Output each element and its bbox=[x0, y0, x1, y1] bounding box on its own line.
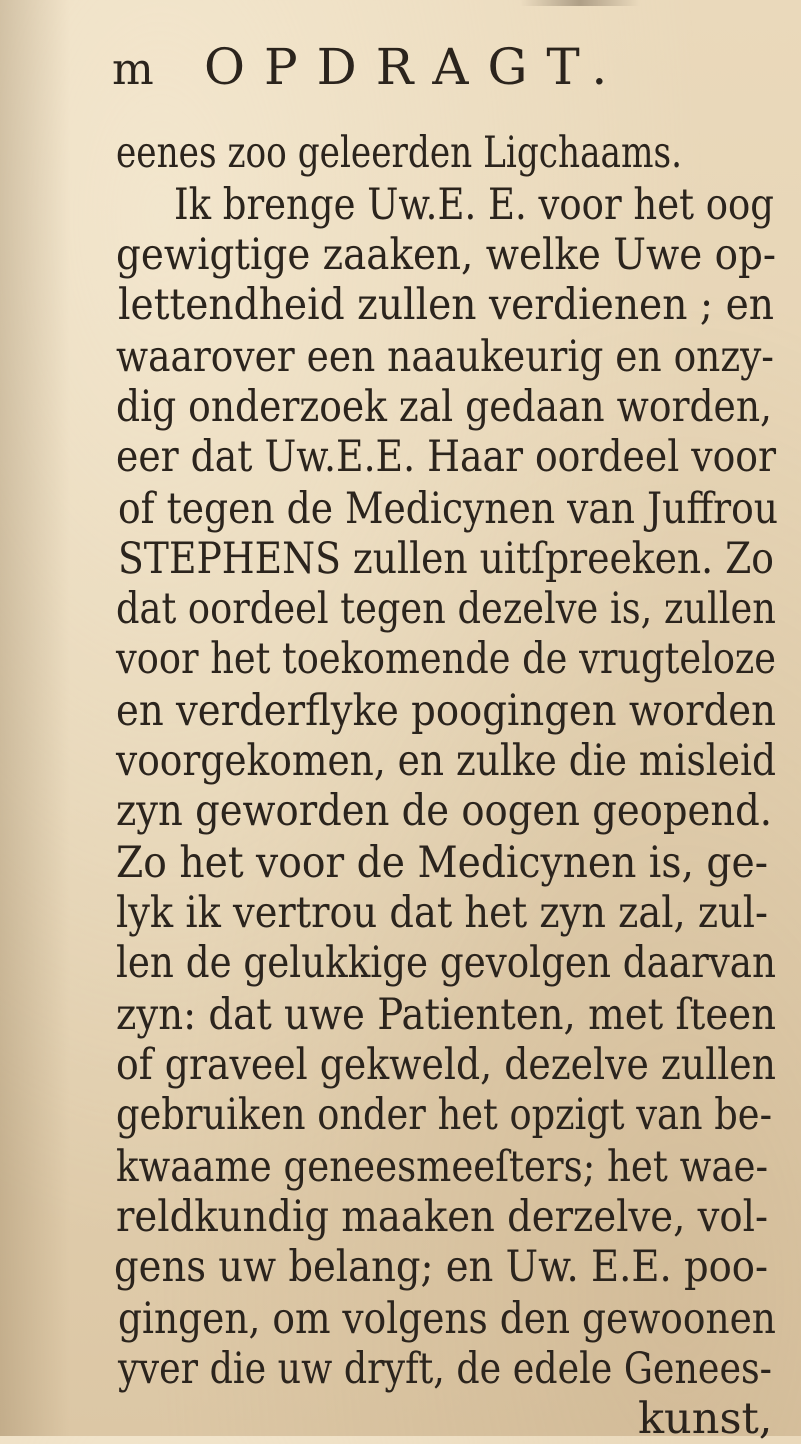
top-edge-mark bbox=[520, 0, 640, 6]
text-line: Ik brenge Uw.E. E. voor het oog bbox=[174, 180, 774, 230]
text-line: voorgekomen, en zulke die misleid bbox=[116, 736, 776, 786]
text-line: zyn: dat uwe Patienten, met ſteen bbox=[116, 990, 776, 1040]
text-line: en verderflyke poogingen worden bbox=[116, 686, 777, 736]
text-line: of tegen de Medicynen van Juffrou bbox=[118, 484, 779, 534]
text-line: yver die uw dryft, de edele Genees- bbox=[118, 1344, 772, 1394]
text-line: lettendheid zullen verdienen ; en bbox=[118, 280, 774, 330]
text-line: lyk ik vertrou dat het zyn zal, zul- bbox=[116, 888, 768, 938]
text-line: zyn geworden de oogen geopend. bbox=[116, 786, 773, 836]
text-line: kwaame geneesmeeſters; het wae- bbox=[116, 1142, 769, 1192]
text-line: eenes zoo geleerden Ligchaams. bbox=[116, 128, 682, 178]
text-line: voor het toekomende de vrugteloze bbox=[116, 634, 777, 684]
text-line: Zo het voor de Medicynen is, ge- bbox=[116, 838, 768, 888]
page-header bbox=[112, 38, 732, 104]
text-line: of graveel gekweld, dezelve zullen bbox=[116, 1040, 776, 1090]
text-line: gingen, om volgens den gewoonen bbox=[118, 1294, 776, 1344]
text-line: STEPHENS zullen uitſpreeken. Zo bbox=[118, 534, 774, 584]
running-title: OPDRAGT. bbox=[204, 38, 627, 96]
catchword: kunst, bbox=[638, 1394, 773, 1444]
text-line: eer dat Uw.E.E. Haar oordeel voor bbox=[116, 432, 777, 482]
text-line: waarover een naaukeurig en onzy- bbox=[116, 332, 775, 382]
page-number: m bbox=[112, 44, 155, 95]
text-line: len de gelukkige gevolgen daarvan bbox=[116, 938, 776, 988]
text-line: gewigtige zaaken, welke Uwe op- bbox=[116, 230, 776, 280]
page-gutter-shadow bbox=[0, 0, 70, 1436]
text-line: gens uw belang; en Uw. E.E. poo- bbox=[114, 1242, 769, 1292]
text-line: dat oordeel tegen dezelve is, zullen bbox=[116, 584, 776, 634]
text-line: reldkundig maaken derzelve, vol- bbox=[116, 1192, 769, 1242]
text-line: gebruiken onder het opzigt van be- bbox=[116, 1090, 772, 1140]
text-line: dig onderzoek zal gedaan worden, bbox=[116, 382, 773, 432]
